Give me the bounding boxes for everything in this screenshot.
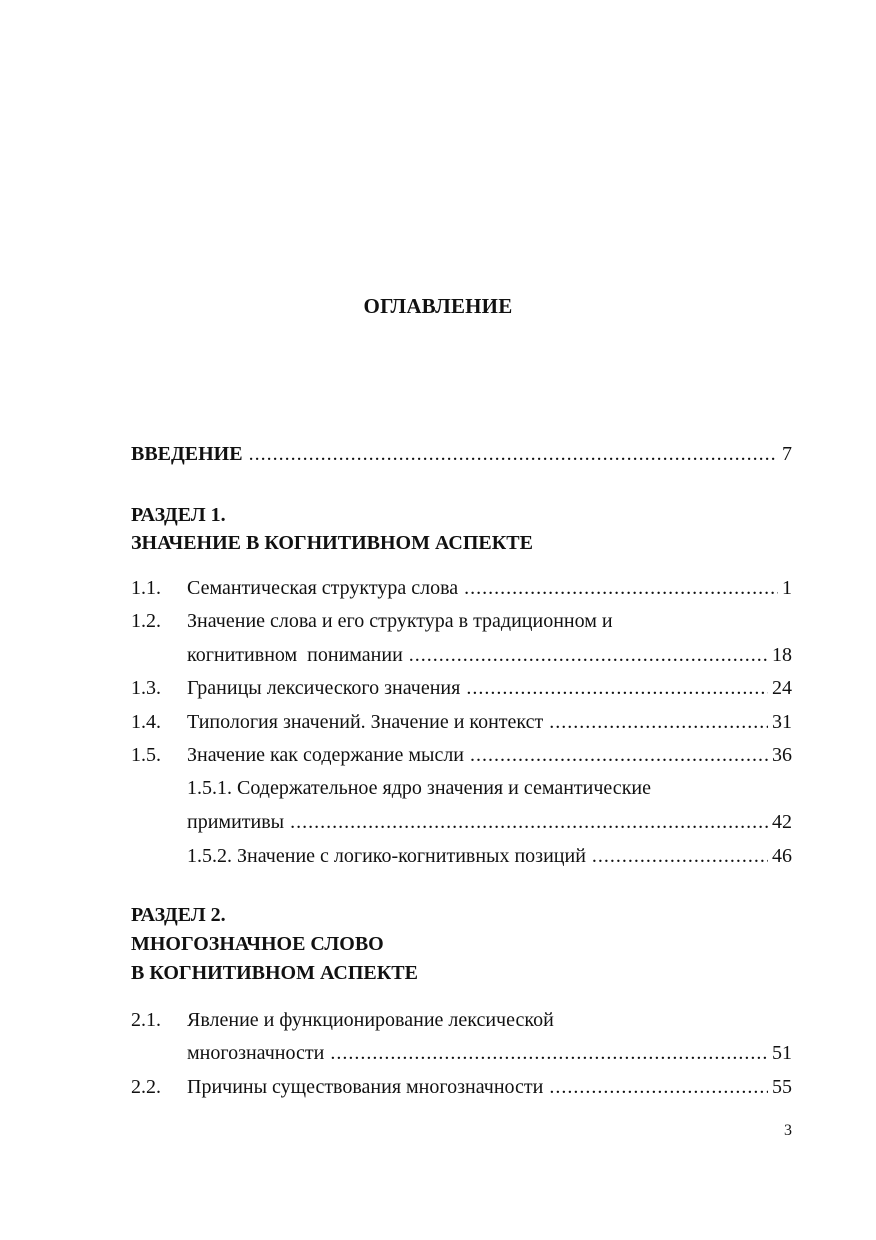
toc-entry-page: 1: [782, 577, 792, 599]
toc-entry-1-4[interactable]: [187, 710, 792, 734]
leader-dots: [409, 643, 768, 667]
toc-entry-label: когнитивном понимании: [187, 644, 403, 666]
toc-entry-label: Типология значений. Значение и контекст: [187, 711, 544, 733]
toc-entry-page: 18: [772, 644, 792, 666]
toc-entry-page: 55: [772, 1076, 792, 1098]
toc-entry-1-2-line1[interactable]: Значение слова и его структура в традиционном и: [187, 610, 613, 632]
section-2-subtitle-line1: МНОГОЗНАЧНОЕ СЛОВО: [131, 933, 384, 955]
leader-dots: [592, 844, 768, 868]
section-1-subtitle: ЗНАЧЕНИЕ В КОГНИТИВНОМ АСПЕКТЕ: [131, 532, 533, 554]
toc-entry-1-5-1-line1[interactable]: 1.5.1. Содержательное ядро значения и семантические: [187, 777, 651, 799]
leader-dots: [549, 710, 768, 734]
page-number: 3: [784, 1122, 792, 1139]
toc-entry-page: 24: [772, 677, 792, 699]
toc-item-number: 1.3.: [131, 677, 161, 699]
toc-entry-label: Значение как содержание мысли: [187, 744, 465, 766]
toc-entry-1-2[interactable]: [187, 643, 792, 667]
toc-entry-1-5-1[interactable]: [187, 810, 792, 834]
toc-entry-page: 31: [772, 711, 792, 733]
toc-item-number: 1.5.: [131, 744, 161, 766]
leader-dots: [464, 576, 778, 600]
toc-entry-label: ВВЕДЕНИЕ: [131, 443, 243, 465]
toc-entry-2-2[interactable]: [187, 1075, 792, 1099]
toc-entry-1-5[interactable]: [187, 743, 792, 767]
toc-entry-label: примитивы: [187, 811, 285, 833]
section-1-label: РАЗДЕЛ 1.: [131, 504, 226, 526]
section-2-subtitle-line2: В КОГНИТИВНОМ АСПЕКТЕ: [131, 962, 418, 984]
toc-entry-page: 42: [772, 811, 792, 833]
toc-entry-page: 7: [782, 443, 792, 465]
toc-entry-1-3[interactable]: [187, 676, 792, 700]
toc-entry-1-5-2[interactable]: [187, 844, 792, 868]
toc-item-number: 2.2.: [131, 1076, 161, 1098]
leader-dots: [549, 1075, 768, 1099]
toc-entry-label: Причины существования многозначности: [187, 1076, 544, 1098]
toc-item-number: 1.4.: [131, 711, 161, 733]
leader-dots: [330, 1041, 768, 1065]
toc-item-number: 2.1.: [131, 1009, 161, 1031]
leader-dots: [249, 442, 778, 466]
toc-entry-page: 46: [772, 845, 792, 867]
toc-entry-2-1-line1[interactable]: Явление и функционирование лексической: [187, 1009, 554, 1031]
toc-entry-label: многозначности: [187, 1042, 325, 1064]
toc-item-number: 1.2.: [131, 610, 161, 632]
leader-dots: [290, 810, 768, 834]
toc-entry-intro[interactable]: [131, 442, 792, 466]
leader-dots: [470, 743, 768, 767]
toc-entry-page: 51: [772, 1042, 792, 1064]
leader-dots: [466, 676, 768, 700]
toc-entry-label: Границы лексического значения: [187, 677, 461, 699]
toc-entry-page: 36: [772, 744, 792, 766]
toc-entry-2-1[interactable]: [187, 1041, 792, 1065]
toc-entry-1-1[interactable]: [187, 576, 792, 600]
toc-item-number: 1.1.: [131, 577, 161, 599]
toc-entry-label: 1.5.2. Значение с логико-когнитивных позиций: [187, 845, 586, 867]
toc-entry-label: Семантическая структура слова: [187, 577, 459, 599]
section-2-label: РАЗДЕЛ 2.: [131, 904, 226, 926]
page-title: ОГЛАВЛЕНИЕ: [363, 294, 513, 318]
